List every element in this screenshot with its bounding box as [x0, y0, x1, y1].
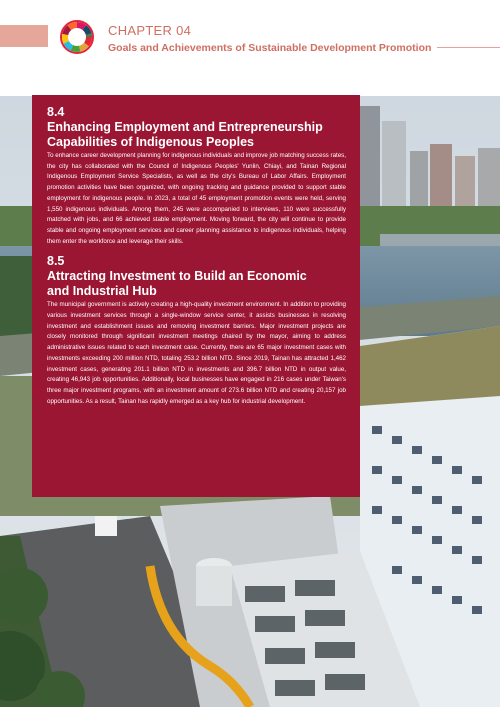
section-8-4: [47, 105, 346, 247]
section-title-line2: Capabilities of Indigenous Peoples: [47, 135, 254, 149]
header-rule: [437, 47, 500, 48]
section-8-5: [47, 254, 346, 407]
section-title-line1: Attracting Investment to Build an Economic: [47, 269, 307, 284]
text-panel: [32, 95, 360, 497]
section-title-line2: and Industrial Hub: [47, 284, 157, 299]
section-number: 8.5: [47, 254, 65, 269]
section-body: To enhance career development planning for indigenous individuals and improve job matching success rates, the city has collaborated with the Council of Indigenous Peoples' Yunlin, Chiayi, and Tainan Regional Indigenous Employment Service Specialists, as well as the city's Bureau of Labor Affairs. Employment promotion activities have been organized, with ongoing tracking and guidance provided to support stable employment for indigenous people. In 2023, a total of 45 employment promotion events were held, serving 1,550 indigenous individuals. Among them, 245 were accompanied to interviews, 110 were successfully matched with jobs, and 66 achieved stable employment. Moving forward, the city will continue to provide stable and ongoing employment services and career planning assistance to indigenous individuals, helping them enter the workforce and leverage their skills.: [47, 152, 346, 245]
header-accent-tab: [0, 25, 48, 47]
page-header: [0, 0, 500, 96]
chapter-subtitle: Goals and Achievements of Sustainable Development Promotion: [108, 42, 432, 54]
section-title-line1: Enhancing Employment and Entrepreneurship: [47, 120, 323, 134]
section-number: 8.4: [47, 105, 65, 119]
section-body: The municipal government is actively creating a high-quality investment environment. In addition to providing various investment services through a single-window service center, it assists businesses in resolving investment and establishment issues and removing investment barriers. Major investment projects are closely monitored through significant investment meetings chaired by the mayor, aiming to address administrative issues related to each investment case. Currently, there are 65 major investment cases with investments exceeding 200 million NTD, totaling 253.2 billion NTD. Since 2019, Tainan has attracted 1,462 investment cases, generating 201.1 billion NTD in investments and 396.7 billion NTD in output value, creating 46,943 job opportunities. Additionally, local businesses have engaged in 216 cases under Taiwan's three major investment programs, with an investment amount of 273.6 billion NTD and creating 20,157 job opportunities. As a result, Tainan has rapidly emerged as a key hub for industrial development.: [47, 301, 346, 405]
sdg-wheel-icon: [60, 20, 94, 54]
chapter-label: CHAPTER 04: [108, 23, 192, 38]
